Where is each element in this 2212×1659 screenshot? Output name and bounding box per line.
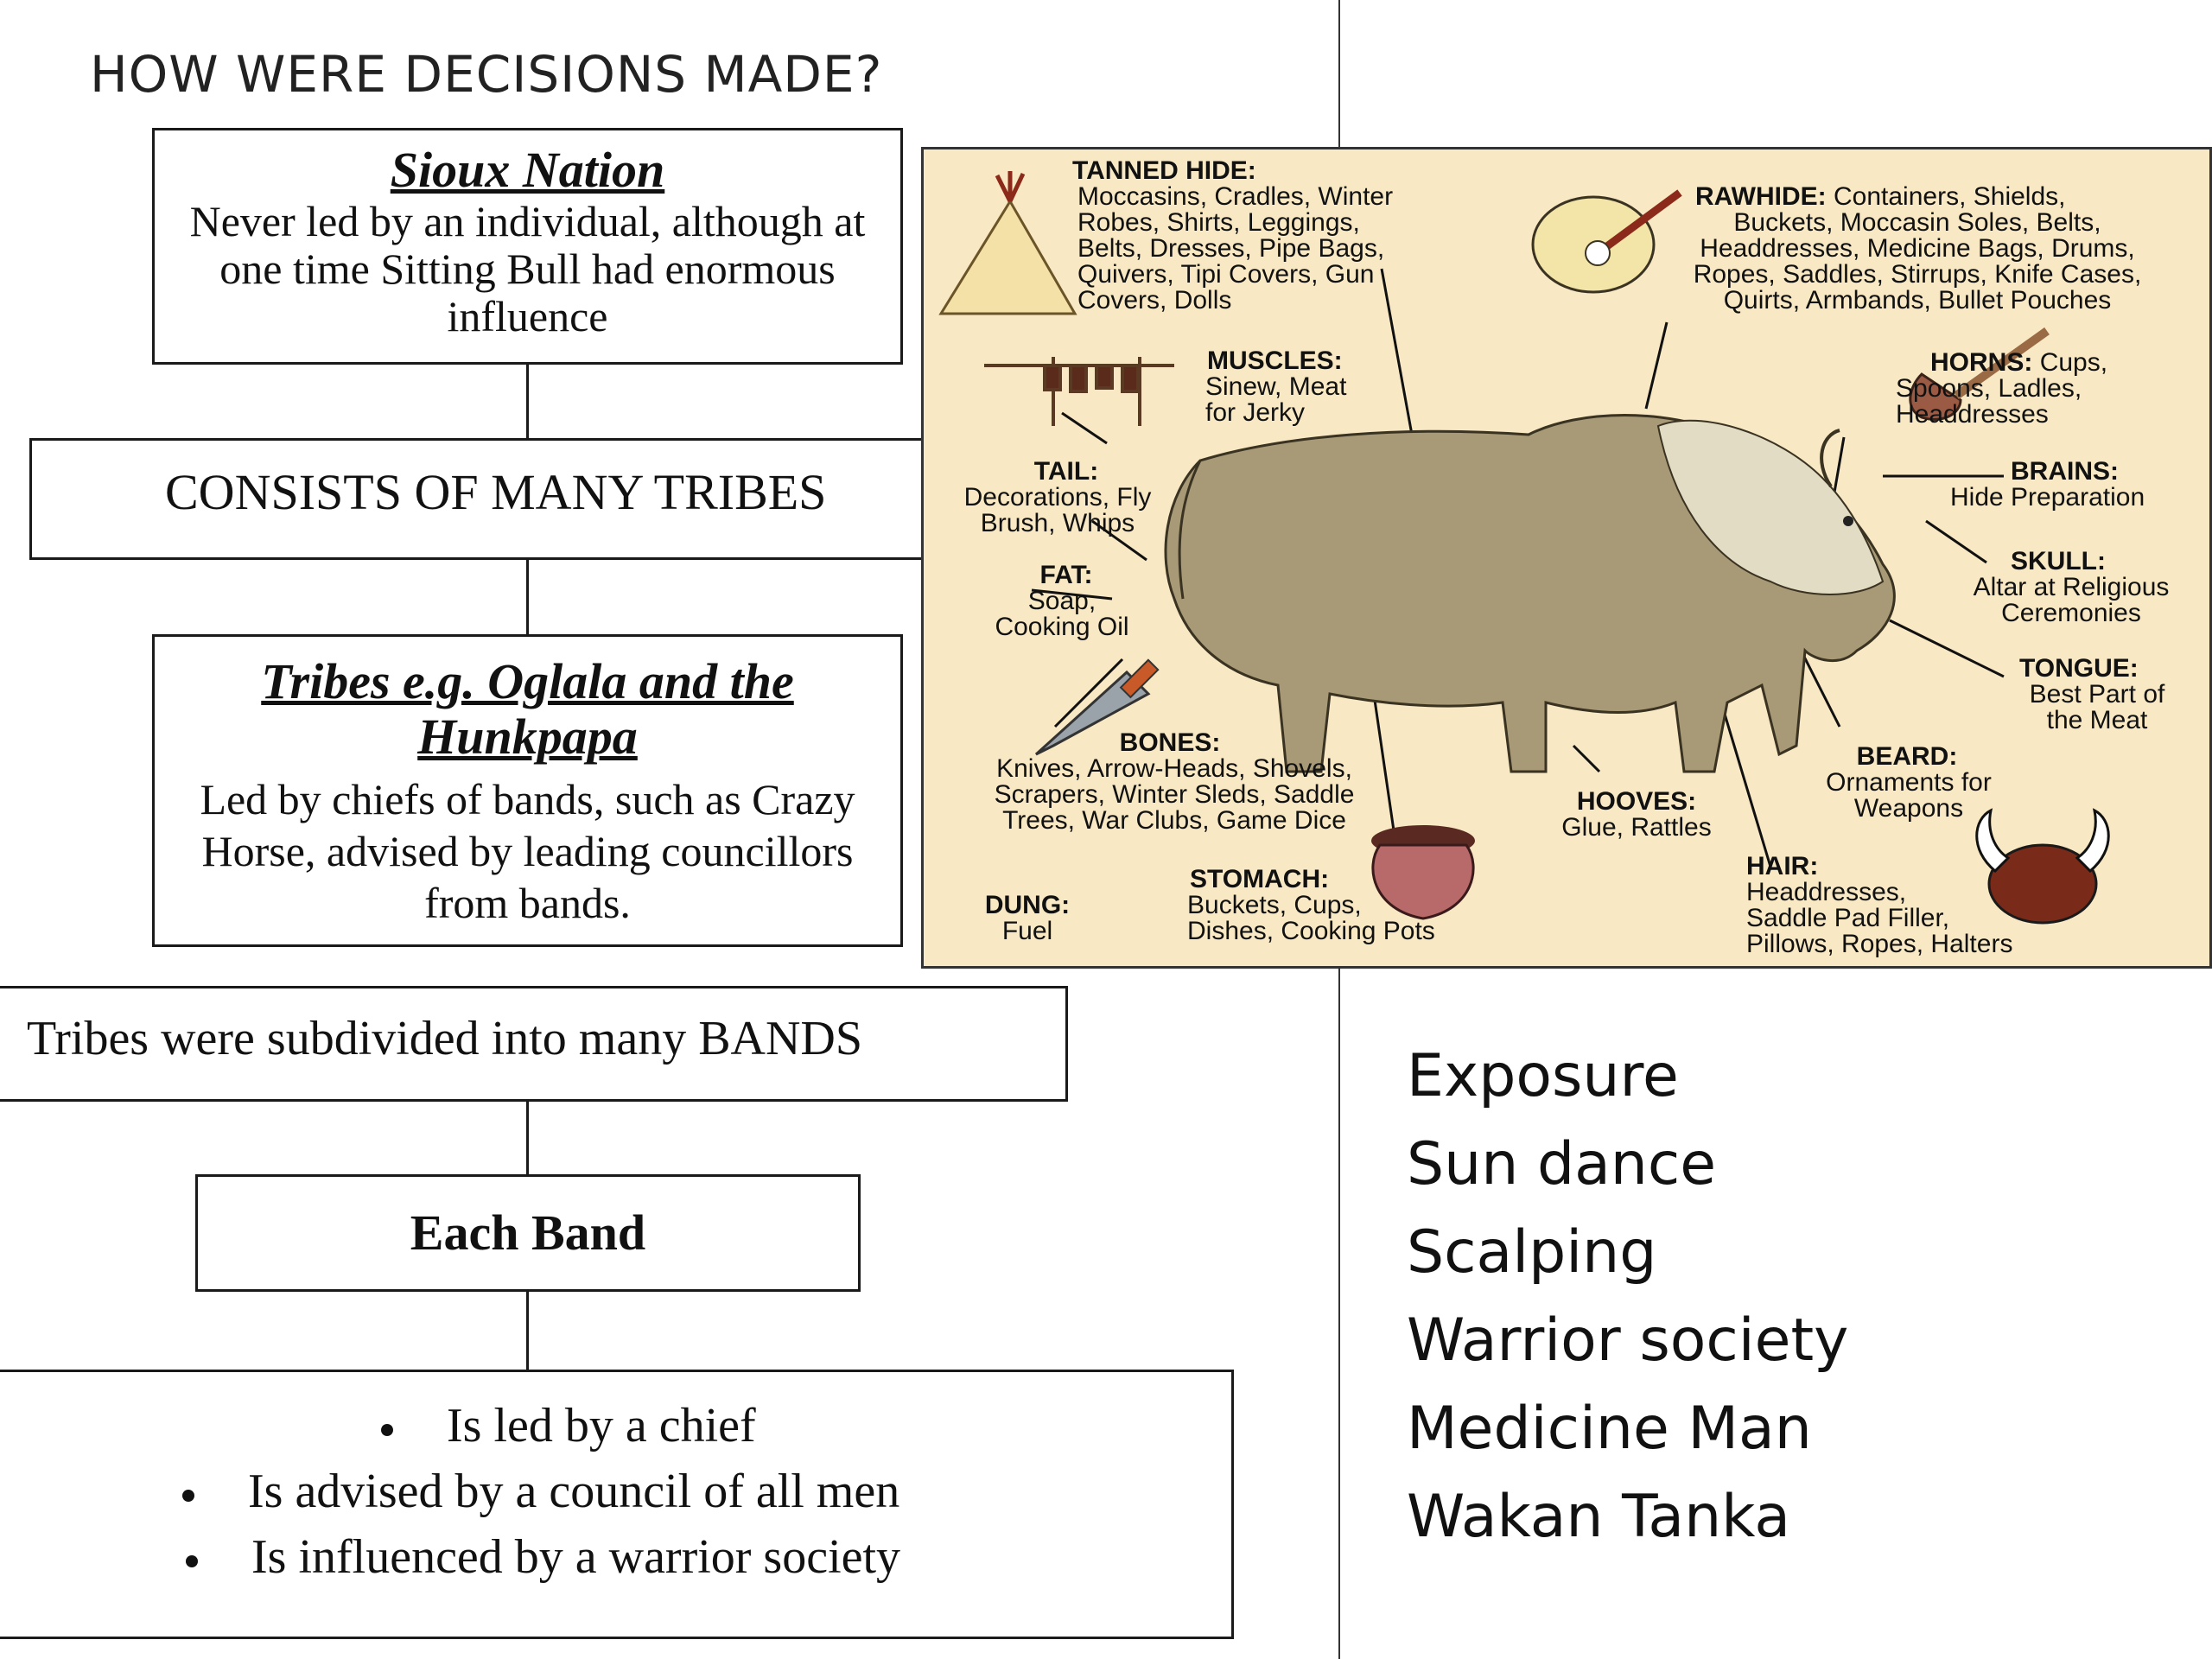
key-terms-list (1407, 1033, 1848, 1561)
tribes-box (152, 634, 903, 947)
bullet-icon (186, 1555, 198, 1567)
label-hair-uses: Headdresses, Saddle Pad Filler, Pillows, Ropes, Halters (1746, 878, 2013, 958)
label-beard: BEARD: (1856, 742, 1958, 771)
connector-line (526, 560, 529, 634)
each-band-title: Each Band (410, 1205, 646, 1261)
bands-subdivided-box (0, 986, 1068, 1102)
label-muscles: MUSCLES: (1207, 346, 1343, 375)
page-title: HOW WERE DECISIONS MADE? (90, 45, 883, 104)
key-term: Warrior society (1407, 1306, 1849, 1375)
label-brains-uses: Hide Preparation (1950, 483, 2145, 512)
list-item: Is led by a chief (381, 1393, 900, 1459)
consists-of-tribes-text: CONSISTS OF MANY TRIBES (165, 464, 827, 520)
sioux-nation-title: Sioux Nation (390, 142, 665, 198)
label-muscles-uses: Sinew, Meat for Jerky (1205, 372, 1347, 427)
label-bones-uses: Knives, Arrow-Heads, Shovels, Scrapers, Winter Sleds, Saddle Trees, War Clubs, Game Dice (994, 754, 1355, 835)
key-term: Exposure (1407, 1042, 1679, 1110)
sioux-nation-text: Never led by an individual, although at one time Sitting Bull had enormous influence (189, 197, 866, 340)
label-hair: HAIR: (1746, 852, 1819, 880)
label-dung-uses: Fuel (1001, 917, 1053, 945)
buffalo-uses-panel (921, 147, 2212, 969)
label-fat-uses: Soap, Cooking Oil (995, 587, 1129, 641)
key-term: Medicine Man (1407, 1395, 1812, 1463)
label-stomach: STOMACH: (1190, 865, 1330, 893)
label-horns: HORNS: Cups, (1930, 348, 2108, 377)
list-item: Is influenced by a warrior society (186, 1524, 900, 1590)
label-skull: SKULL: (2011, 547, 2106, 575)
label-rawhide-uses: Buckets, Moccasin Soles, Belts, Headdresses, Medicine Bags, Drums, Ropes, Saddles, Stirrups, Knife Cases, Quirts, Armbands, Bullet Pouches (1693, 208, 2142, 315)
connector-line (526, 1292, 529, 1370)
band-points-list (0, 1393, 900, 1590)
each-band-box (195, 1174, 861, 1292)
bullet-icon (381, 1424, 393, 1436)
label-tongue-uses: Best Part of the Meat (2029, 680, 2165, 734)
key-term: Sun dance (1407, 1130, 1717, 1198)
label-tail: TAIL: (1033, 457, 1099, 486)
key-term: Scalping (1407, 1218, 1657, 1287)
label-tail-uses: Decorations, Fly Brush, Whips (963, 483, 1152, 537)
label-beard-uses: Ornaments for Weapons (1826, 768, 1992, 823)
bullet-icon (182, 1490, 194, 1502)
tribes-text: Led by chiefs of bands, such as Crazy Horse, advised by leading councillors from bands. (200, 775, 855, 927)
label-hooves: HOOVES: (1576, 787, 1697, 816)
label-tongue: TONGUE: (2019, 654, 2139, 683)
label-stomach-uses: Buckets, Cups, Dishes, Cooking Pots (1187, 891, 1435, 945)
tribes-title-line2: Hunkpapa (417, 709, 638, 765)
list-item: Is advised by a council of all men (182, 1459, 900, 1524)
label-bones: BONES: (1119, 728, 1221, 757)
label-tanned-hide-uses: Moccasins, Cradles, Winter Robes, Shirts, Leggings, Belts, Dresses, Pipe Bags, Quivers, Tipi Covers, Gun Covers, Dolls (1077, 182, 1394, 315)
connector-line (526, 365, 529, 439)
label-tanned-hide: TANNED HIDE: (1072, 156, 1256, 185)
label-fat: FAT: (1039, 561, 1093, 589)
consists-of-tribes-box (29, 438, 928, 560)
label-horns-uses: Spoons, Ladles, Headdresses (1896, 374, 2082, 429)
key-term: Wakan Tanka (1407, 1483, 1791, 1551)
label-brains: BRAINS: (2011, 457, 2119, 486)
label-skull-uses: Altar at Religious Ceremonies (1973, 573, 2170, 627)
tribes-title-line1: Tribes e.g. Oglala and the (261, 653, 794, 709)
tipi-icon (941, 171, 1075, 314)
connector-line (526, 1102, 529, 1174)
label-rawhide: RAWHIDE: Containers, Shields, (1695, 182, 2066, 211)
buffalo-shape (1166, 416, 1894, 772)
bands-subdivided-text: Tribes were subdivided into many BANDS (27, 1012, 863, 1065)
band-points-box (0, 1370, 1234, 1639)
label-dung: DUNG: (984, 891, 1071, 919)
label-hooves-uses: Glue, Rattles (1561, 813, 1712, 842)
meat-rack-icon (984, 357, 1174, 426)
sioux-nation-box (152, 128, 903, 365)
